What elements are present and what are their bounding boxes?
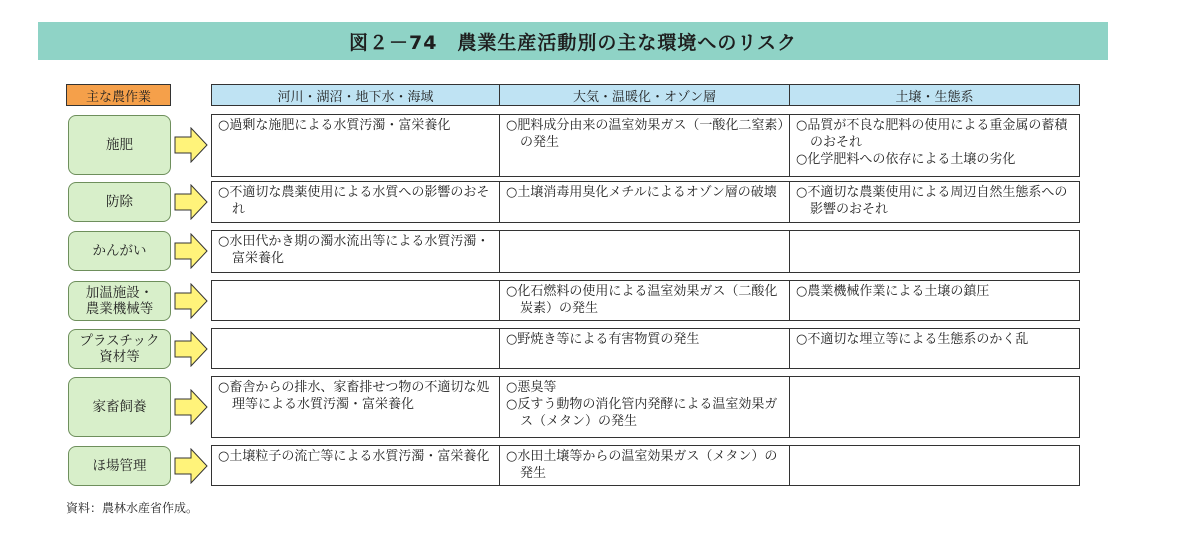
risk-item: ○不適切な埋立等による生態系のかく乱 — [796, 332, 1029, 347]
arrow-right-icon — [174, 127, 208, 163]
risk-item: ○肥料成分由来の温室効果ガス（一酸化二窒素）の発生 — [506, 118, 784, 150]
risk-cell-air — [499, 230, 790, 273]
row-label — [68, 377, 171, 437]
figure-title — [38, 22, 1108, 60]
column-header-soil: 土壌・生態系 — [789, 84, 1080, 106]
risk-cell-water — [211, 445, 500, 486]
arrow-right-icon — [174, 283, 208, 319]
arrow-right-icon — [174, 448, 208, 484]
risk-item: ○土壌消毒用臭化メチルによるオゾン層の破壊 — [506, 185, 777, 200]
risk-cell-soil — [789, 376, 1080, 438]
row-label — [68, 329, 171, 369]
row-label — [68, 182, 171, 222]
row-label — [68, 231, 171, 271]
risk-cell-air — [499, 280, 790, 321]
row-label-text: 施肥 — [106, 137, 133, 153]
column-header-water: 河川・湖沼・地下水・海域 — [211, 84, 500, 106]
risk-item: ○化石燃料の使用による温室効果ガス（二酸化炭素）の発生 — [506, 284, 778, 316]
risk-cell-water — [211, 328, 500, 369]
risk-cell-air — [499, 114, 790, 177]
figure-title-text: 図２－74 農業生産活動別の主な環境へのリスク — [348, 31, 798, 54]
arrow-right-icon — [174, 184, 208, 220]
risk-item: ○水田代かき期の濁水流出等による水質汚濁・富栄養化 — [218, 234, 490, 266]
risk-item: ○畜舎からの排水、家畜排せつ物の不適切な処理等による水質汚濁・富栄養化 — [218, 380, 490, 412]
risk-item: ○水田土壌等からの温室効果ガス（メタン）の発生 — [506, 449, 778, 481]
risk-item: ○農業機械作業による土壌の鎮圧 — [796, 284, 990, 299]
risk-item: ○不適切な農薬使用による周辺自然生態系への影響のおそれ — [796, 185, 1068, 217]
arrow-right-icon — [174, 233, 208, 269]
risk-cell-soil — [789, 328, 1080, 369]
risk-cell-air — [499, 445, 790, 486]
risk-item: ○不適切な農薬使用による水質への影響のおそれ — [218, 185, 490, 217]
risk-cell-water — [211, 114, 500, 177]
risk-cell-water — [211, 376, 500, 438]
risk-cell-air — [499, 181, 790, 223]
source-note: 資料：農林水産省作成。 — [66, 501, 199, 515]
column-header-air: 大気・温暖化・オゾン層 — [499, 84, 790, 106]
risk-item: ○悪臭等 — [506, 380, 557, 395]
risk-cell-soil — [789, 280, 1080, 321]
risk-cell-air — [499, 328, 790, 369]
risk-cell-air — [499, 376, 790, 438]
risk-cell-water — [211, 280, 500, 321]
row-label-text: 防除 — [106, 194, 133, 210]
risk-item: ○品質が不良な肥料の使用による重金属の蓄積のおそれ — [796, 118, 1068, 150]
risk-cell-soil — [789, 114, 1080, 177]
risk-item: ○過剰な施肥による水質汚濁・富栄養化 — [218, 118, 451, 133]
risk-item: ○野焼き等による有害物質の発生 — [506, 332, 700, 347]
arrow-right-icon — [174, 331, 208, 367]
row-label-text: かんがい — [92, 243, 147, 259]
row-label-text: 家畜飼養 — [92, 399, 147, 415]
risk-cell-water — [211, 181, 500, 223]
risk-item: ○反すう動物の消化管内発酵による温室効果ガス（メタン）の発生 — [506, 397, 778, 429]
header-label-main-work: 主な農作業 — [66, 84, 171, 106]
row-label-text: プラスチック 資材等 — [79, 333, 160, 365]
row-label-text: 加温施設・ 農業機械等 — [85, 285, 154, 317]
risk-cell-soil — [789, 181, 1080, 223]
risk-cell-soil — [789, 445, 1080, 486]
risk-cell-soil — [789, 230, 1080, 273]
row-label — [68, 446, 171, 486]
risk-item: ○土壌粒子の流亡等による水質汚濁・富栄養化 — [218, 449, 490, 464]
row-label-text: ほ場管理 — [92, 458, 147, 474]
row-label — [68, 281, 171, 321]
risk-item: ○化学肥料への依存による土壌の劣化 — [796, 152, 1016, 167]
row-label — [68, 115, 171, 175]
arrow-right-icon — [174, 389, 208, 425]
risk-cell-water — [211, 230, 500, 273]
